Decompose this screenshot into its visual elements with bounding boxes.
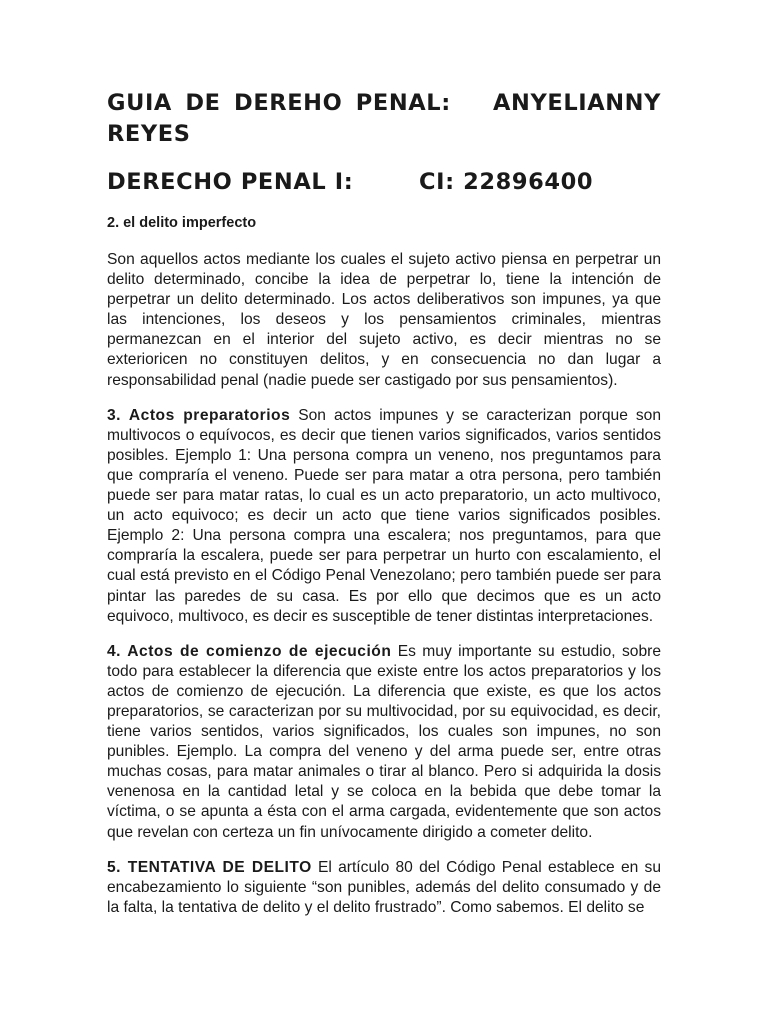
body-actos-preparatorios: Son actos impunes y se caracterizan porque son multivocos o equívocos, es decir que tienen varios significados, varios sentidos posibles. Ejemplo 1: Una persona compra un veneno, nos preguntamos para que compraría el veneno. Puede ser para matar a otra persona, pero también puede ser para matar ratas, lo cual es un acto preparatorio, un acto multivoco, un acto equivoco; es decir un acto que tiene varios significados posibles. Ejemplo 2: Una persona compra una escalera; nos preguntamos, para que compraría la escalera, puede ser para perpetrar un hurto con escalamiento, el cual está previsto en el Código Penal Venezolano; pero también puede ser para pintar las paredes de su casa. Es por ello que decimos que es un acto equivoco, multivoco, es decir es susceptible de tener distintas interpretaciones. xyxy=(107,406,661,625)
course-row xyxy=(107,167,661,198)
lead-tentativa-delito: 5. TENTATIVA DE DELITO xyxy=(107,858,312,876)
paragraph-comienzo-ejecucion xyxy=(107,642,661,843)
lead-actos-preparatorios: 3. Actos preparatorios xyxy=(107,406,291,424)
author-last-name: REYES xyxy=(107,121,191,147)
section-heading-delito-imperfecto: 2. el delito imperfecto xyxy=(107,215,257,231)
student-id: CI: 22896400 xyxy=(419,169,594,195)
paragraph-tentativa-delito xyxy=(107,858,661,918)
paragraph-actos-preparatorios xyxy=(107,406,661,627)
document-title-row xyxy=(107,88,661,119)
paragraph-delito-imperfecto: Son aquellos actos mediante los cuales el sujeto activo piensa en perpetrar un delito determinado, concibe la idea de perpetrar lo, tiene la intención de perpetrar un delito determinado. Los actos deliberativos son impunes, ya que las intenciones, los deseos y los pensamientos criminales, mientras permanezcan en el interior del sujeto activo, es decir mientras no se exterioricen no constituyen delitos, y en consecuencia no dan lugar a responsabilidad penal (nadie puede ser castigado por sus pensamientos). xyxy=(107,251,661,389)
course-name: DERECHO PENAL I: xyxy=(107,169,354,195)
body-comienzo-ejecucion: Es muy importante su estudio, sobre todo para establecer la diferencia que existe entre los actos preparatorios y los actos de comienzo de ejecución. La diferencia que existe, es que los actos preparatorios, se caracterizan por su multivocidad, por su equivocidad, es decir, tiene varios sentidos, varios significados, los cuales son impunes, no son punibles. Ejemplo. La compra del veneno y del arma puede ser, entre otras muchas cosas, para matar animales o tirar al blanco. Pero si adquirida la dosis venenosa en la cantidad letal y se coloca en la bebida que debe tomar la víctima, o se apunta a ésta con el arma cargada, evidentemente que son actos que revelan con certeza un fin unívocamente dirigido a cometer delito. xyxy=(107,642,662,841)
document-page xyxy=(107,88,661,918)
document-title: GUIA DE DEREHO PENAL: xyxy=(107,90,451,116)
body-tentativa-delito: El artículo 80 del Código Penal establece en su encabezamiento lo siguiente “son punibles, además del delito consumado y de la falta, la tentativa de delito y el delito frustrado”. Como sabemos. El delito se xyxy=(107,858,662,916)
author-first-name: ANYELIANNY xyxy=(493,90,661,116)
lead-comienzo-ejecucion: 4. Actos de comienzo de ejecución xyxy=(107,642,392,660)
